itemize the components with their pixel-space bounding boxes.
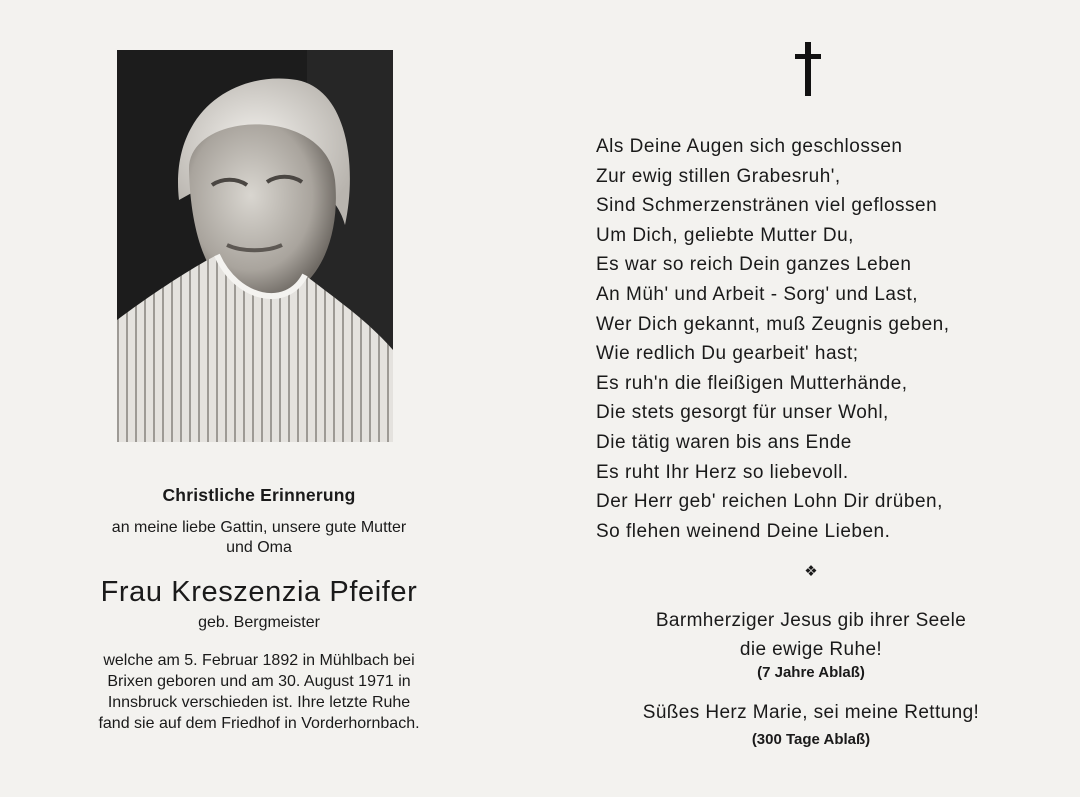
poem-line: Sind Schmerzenstränen viel geflossen	[596, 195, 938, 217]
cross-icon	[795, 42, 821, 96]
biography-text	[30, 650, 488, 734]
indulgence-note: (7 Jahre Ablaß)	[757, 664, 865, 681]
poem-line: Die stets gesorgt für unser Wohl,	[596, 402, 889, 424]
poem-line: Um Dich, geliebte Mutter Du,	[596, 224, 854, 246]
prayer-line: die ewige Ruhe!	[739, 639, 883, 660]
card-heading: Christliche Erinnerung	[162, 485, 356, 505]
dedication-line: und Oma	[226, 539, 292, 556]
prayer-text-marie: Süßes Herz Marie, sei meine Rettung!	[642, 702, 980, 723]
indulgence-note: (300 Tage Ablaß)	[751, 731, 871, 748]
poem	[596, 132, 1056, 546]
poem-line: Es war so reich Dein ganzes Leben	[596, 254, 912, 276]
dedication-text	[30, 518, 488, 558]
ornament-icon: ❖	[804, 563, 818, 580]
prayer-text	[586, 606, 1036, 664]
poem-line: So flehen weinend Deine Lieben.	[596, 520, 891, 542]
dedication-line: an meine liebe Gattin, unsere gute Mutter	[111, 519, 407, 536]
prayer-line: Barmherziger Jesus gib ihrer Seele	[655, 610, 967, 631]
poem-line: Wer Dich gekannt, muß Zeugnis geben,	[596, 313, 950, 335]
poem-line: Es ruht Ihr Herz so liebevoll.	[596, 461, 849, 483]
poem-line: Als Deine Augen sich geschlossen	[596, 136, 903, 157]
poem-line: Der Herr geb' reichen Lohn Dir drüben,	[596, 491, 943, 513]
biography-line: fand sie auf dem Friedhof in Vorderhornbach.	[98, 715, 420, 732]
poem-line: An Müh' und Arbeit - Sorg' und Last,	[596, 283, 919, 305]
biography-line: Innsbruck verschieden ist. Ihre letzte Ruhe	[107, 694, 411, 711]
maiden-name: geb. Bergmeister	[198, 614, 320, 631]
poem-line: Zur ewig stillen Grabesruh',	[596, 165, 841, 187]
biography-line: welche am 5. Februar 1892 in Mühlbach bei	[103, 652, 415, 669]
poem-line: Es ruh'n die fleißigen Mutterhände,	[596, 372, 908, 394]
biography-line: Brixen geboren und am 30. August 1971 in	[107, 673, 411, 690]
portrait-photo	[117, 50, 393, 442]
poem-line: Die tätig waren bis ans Ende	[596, 431, 852, 453]
deceased-name: Frau Kreszenzia Pfeifer	[100, 576, 418, 608]
poem-line: Wie redlich Du gearbeit' hast;	[596, 343, 859, 365]
portrait-image	[117, 50, 393, 442]
